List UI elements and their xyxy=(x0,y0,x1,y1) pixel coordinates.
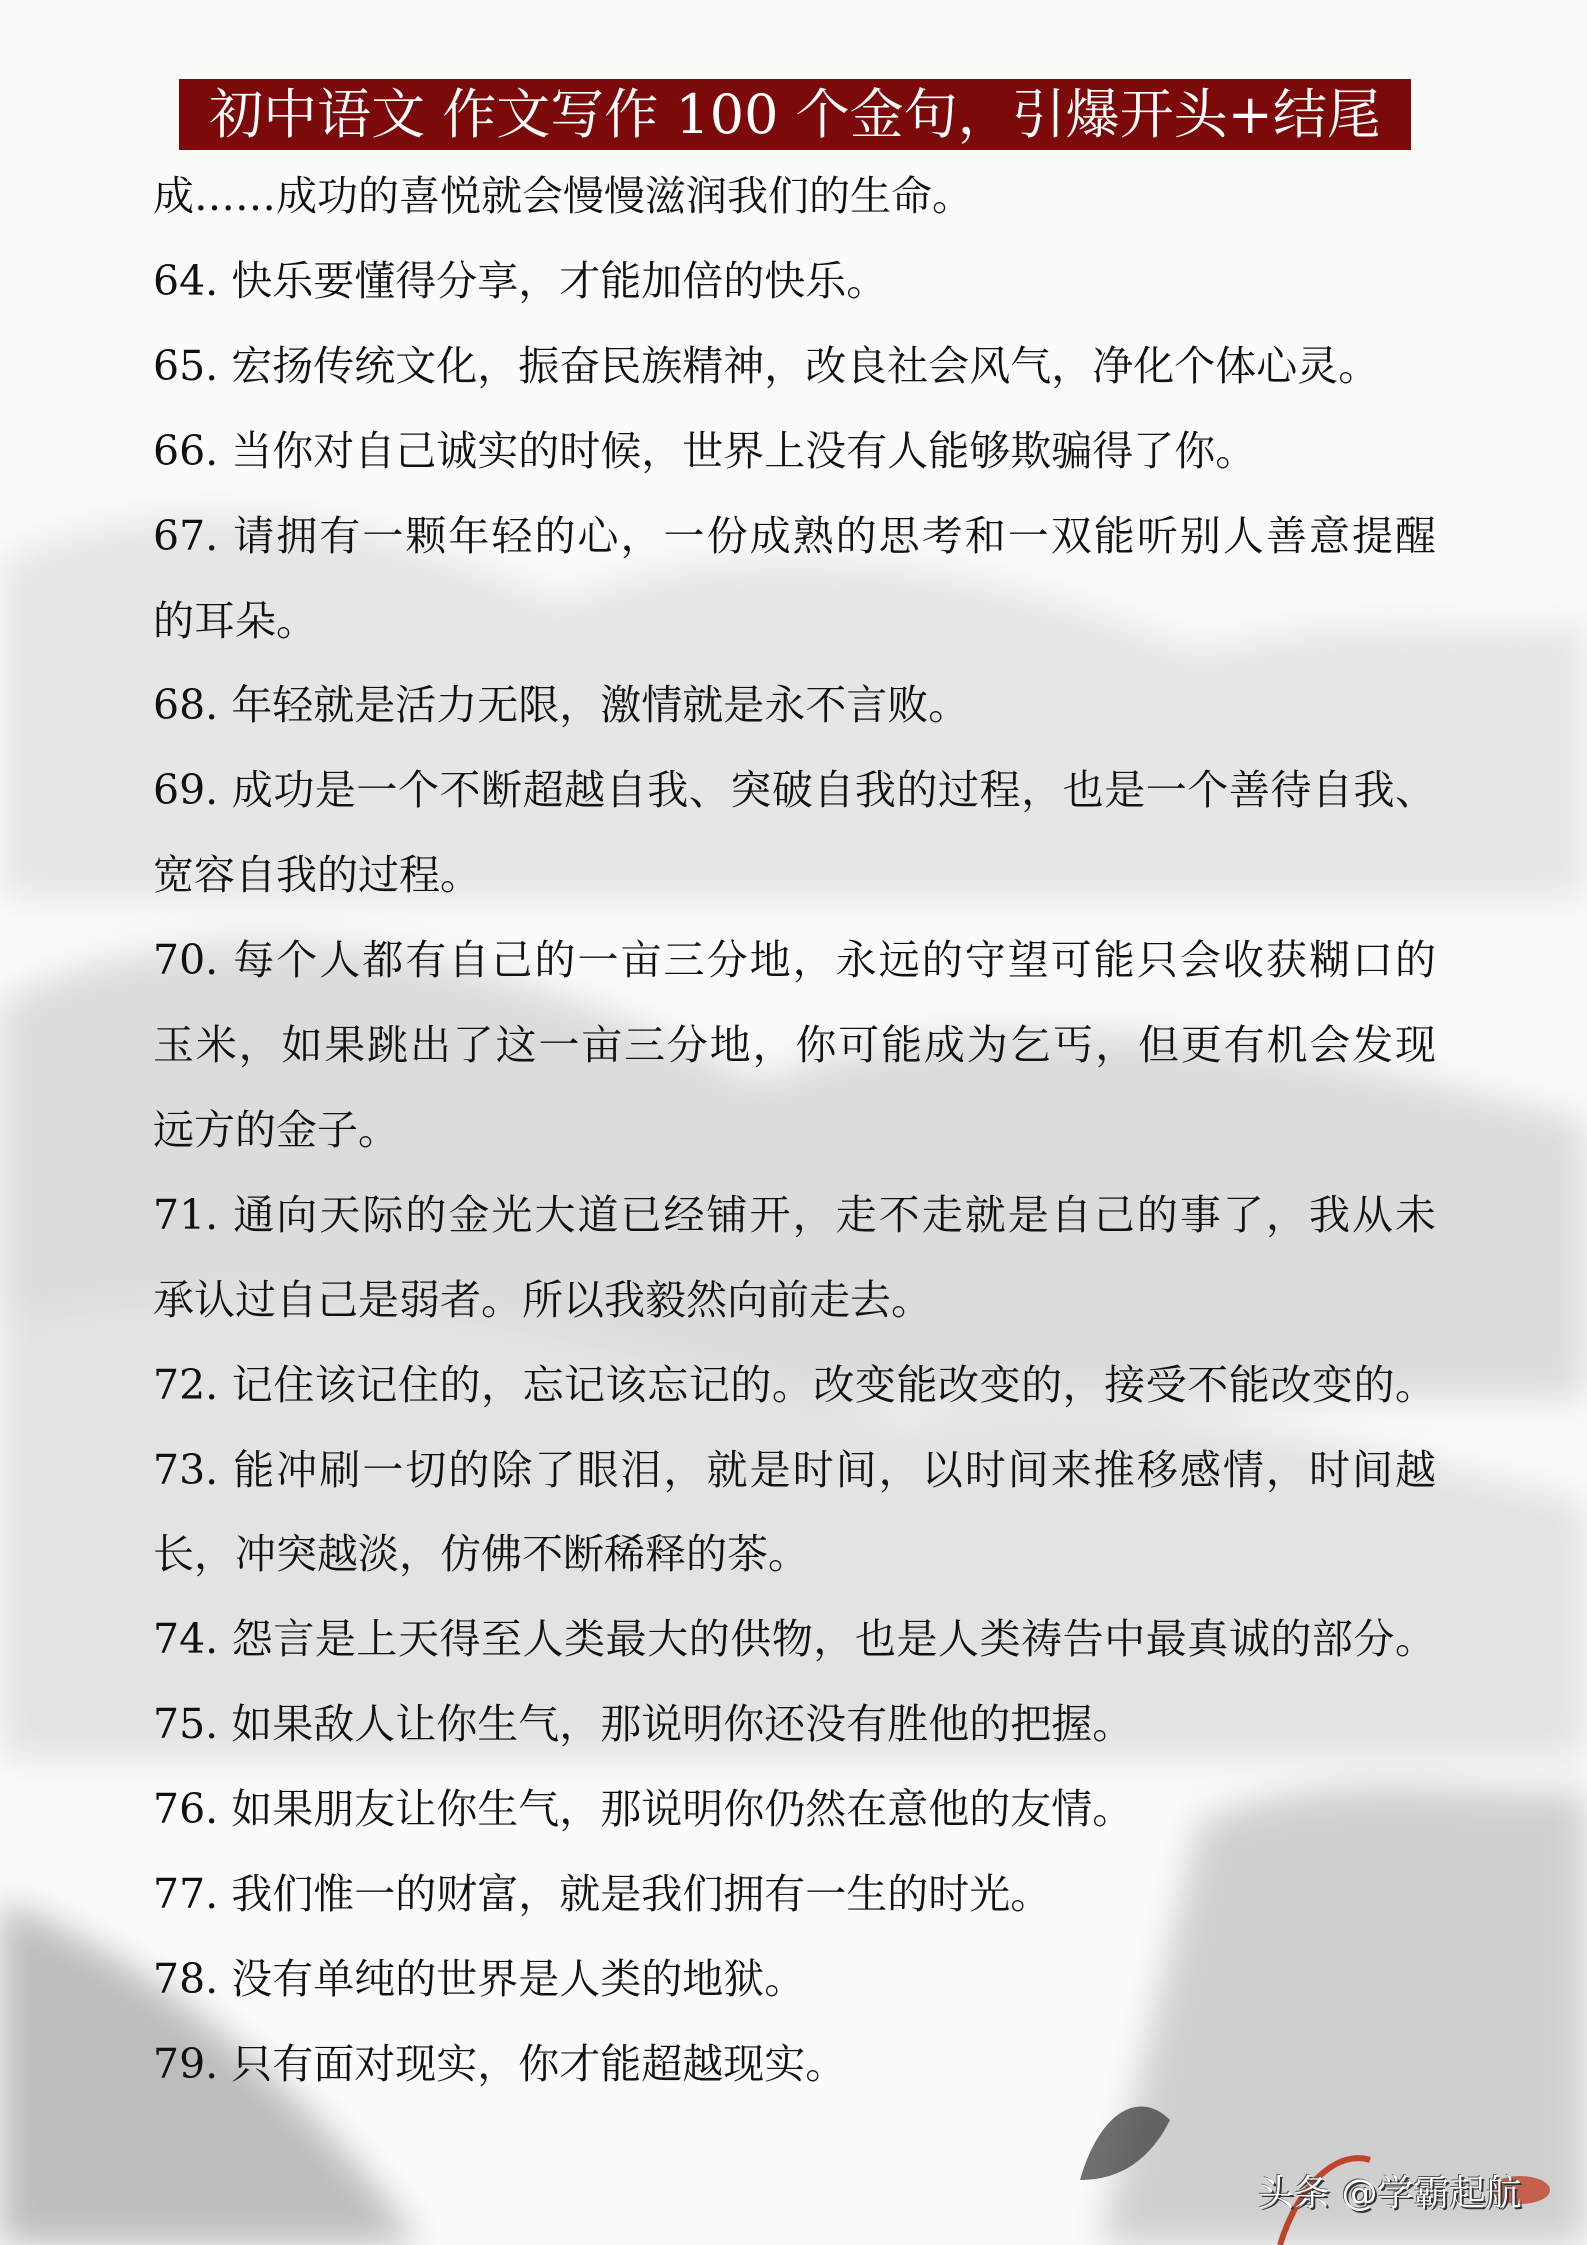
quote-line: 玉米，如果跳出了这一亩三分地，你可能成为乞丐，但更有机会发现 xyxy=(153,1021,1436,1069)
quote-line: 76. 如果朋友让你生气，那说明你仍然在意他的友情。 xyxy=(153,1785,1134,1834)
quote-line: 65. 宏扬传统文化，振奋民族精神，改良社会风气，净化个体心灵。 xyxy=(153,341,1380,390)
quote-line: 73. 能冲刷一切的除了眼泪，就是时间，以时间来推移感情，时间越 xyxy=(153,1445,1436,1494)
page-title: 初中语文 作文写作 100 个金句，引爆开头+结尾 xyxy=(179,79,1411,150)
quote-line: 72. 记住该记住的，忘记该忘记的。改变能改变的，接受不能改变的。 xyxy=(153,1360,1436,1409)
quote-line: 67. 请拥有一颗年轻的心，一份成熟的思考和一双能听别人善意提醒 xyxy=(153,511,1436,560)
quote-line: 长，冲突越淡，仿佛不断稀释的茶。 xyxy=(153,1530,809,1579)
quote-line: 宽容自我的过程。 xyxy=(153,851,481,900)
quote-line: 远方的金子。 xyxy=(153,1105,399,1154)
quote-line: 承认过自己是弱者。所以我毅然向前走去。 xyxy=(153,1275,932,1324)
quote-line: 78. 没有单纯的世界是人类的地狱。 xyxy=(153,1954,806,2003)
quote-line: 74. 怨言是上天得至人类最大的供物，也是人类祷告中最真诚的部分。 xyxy=(153,1615,1436,1664)
quote-line: 成……成功的喜悦就会慢慢滋润我们的生命。 xyxy=(153,172,973,220)
quote-line: 75. 如果敌人让你生气，那说明你还没有胜他的把握。 xyxy=(153,1700,1134,1749)
quote-line: 64. 快乐要懂得分享，才能加倍的快乐。 xyxy=(153,256,888,305)
quote-line: 79. 只有面对现实，你才能超越现实。 xyxy=(153,2039,847,2088)
quote-line: 70. 每个人都有自己的一亩三分地，永远的守望可能只会收获糊口的 xyxy=(153,936,1436,985)
quote-line: 71. 通向天际的金光大道已经铺开，走不走就是自己的事了，我从未 xyxy=(153,1190,1436,1239)
quote-line: 68. 年轻就是活力无限，激情就是永不言败。 xyxy=(153,681,970,730)
watermark: 头条 @学霸起航 xyxy=(1258,2173,1522,2214)
quote-line: 69. 成功是一个不断超越自我、突破自我的过程，也是一个善待自我、 xyxy=(153,766,1436,815)
quote-line: 的耳朵。 xyxy=(153,596,317,645)
quote-line: 66. 当你对自己诚实的时候，世界上没有人能够欺骗得了你。 xyxy=(153,426,1257,475)
quote-line: 77. 我们惟一的财富，就是我们拥有一生的时光。 xyxy=(153,1870,1052,1918)
